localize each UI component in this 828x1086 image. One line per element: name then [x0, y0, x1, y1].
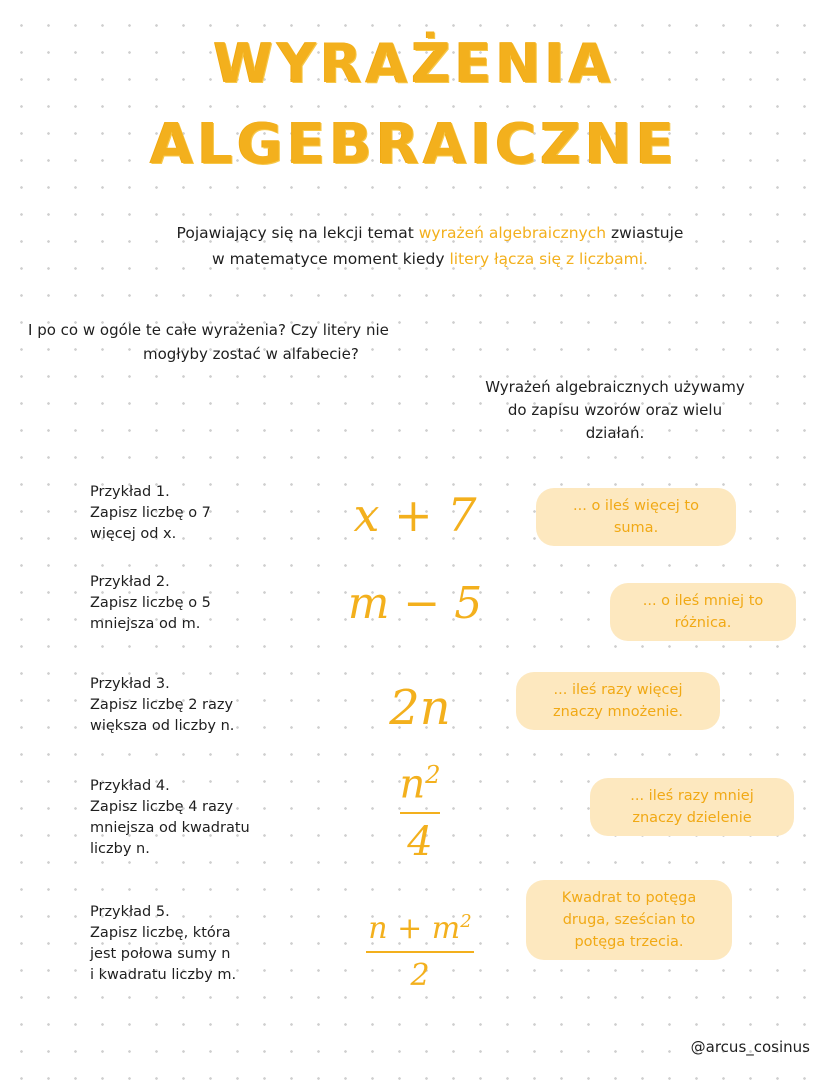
example-4-text [90, 776, 340, 860]
example-1-line-3: więcej od x. [90, 526, 177, 542]
example-1-note-line-1: ... o ileś więcej to [573, 498, 699, 514]
example-2-note-line-1: ... o ileś mniej to [642, 593, 764, 609]
example-4-note [590, 778, 794, 836]
example-1-line-2: Zapisz liczbę o 7 [90, 505, 211, 521]
example-5-numerator: $n + m^2$ [368, 911, 472, 946]
intro-text [60, 220, 800, 272]
example-1-expression: x + 7 [353, 488, 477, 542]
example-4-exponent: 2 [425, 761, 441, 789]
example-5-note-line-3: potęga trzecia. [574, 934, 684, 950]
example-3-note [516, 672, 720, 730]
intro-highlight-1: wyrażeń algebraicznych [418, 224, 607, 242]
example-4-note-line-1: ... ileś razy mniej [630, 788, 754, 804]
intro-part-3: w matematyce moment kiedy [212, 250, 450, 268]
example-4-note-line-2: znaczy dzielenie [632, 810, 752, 826]
question-line-2: mogłyby zostać w alfabecie? [143, 345, 359, 363]
intro-highlight-2: litery łącza się z liczbami. [449, 250, 648, 268]
author-signature: @arcus_cosinus [690, 1038, 810, 1056]
example-3-expression: 2n [389, 680, 451, 736]
answer [440, 376, 790, 445]
question [28, 318, 558, 366]
example-1-line-1: Przykład 1. [90, 484, 170, 500]
example-5-note-line-2: druga, sześcian to [562, 912, 696, 928]
example-4-line-1: Przykład 4. [90, 778, 170, 794]
example-2-expression: m − 5 [347, 578, 483, 629]
example-5-fraction [350, 912, 490, 992]
example-3-note-line-2: znaczy mnożenie. [553, 704, 683, 720]
example-5-exponent: 2 [460, 911, 472, 932]
example-5-fraction-bar [366, 951, 474, 953]
example-5-line-1: Przykład 5. [90, 904, 170, 920]
example-2-note [610, 583, 796, 641]
example-4-denominator: 4 [407, 819, 433, 866]
intro-part-2: zwiastuje [606, 224, 684, 242]
example-2-note-line-2: różnica. [674, 615, 732, 631]
example-5-line-4: i kwadratu liczby m. [90, 967, 237, 983]
example-5-line-3: jest połowa sumy n [90, 946, 231, 962]
example-5-denominator: 2 [410, 958, 430, 993]
example-2-text [90, 572, 340, 635]
example-2-line-3: mniejsza od m. [90, 616, 201, 632]
example-1-note-line-2: suma. [613, 520, 659, 536]
example-3-line-2: Zapisz liczbę 2 razy [90, 697, 234, 713]
example-5-text [90, 902, 340, 986]
example-3-line-3: większa od liczby n. [90, 718, 235, 734]
example-5-note [526, 880, 732, 960]
example-3-text [90, 674, 340, 737]
example-3-line-1: Przykład 3. [90, 676, 170, 692]
answer-line-3: działań. [585, 424, 645, 442]
question-line-1: I po co w ogóle te całe wyrażenia? Czy litery nie [28, 321, 389, 339]
example-4-numerator: $n^2$ [399, 761, 441, 808]
example-4-line-2: Zapisz liczbę 4 razy [90, 799, 234, 815]
title-line-2: ALGEBRAICZNE [149, 112, 679, 177]
example-4-line-4: liczby n. [90, 841, 150, 857]
example-2-line-1: Przykład 2. [90, 574, 170, 590]
title-line-1: WYRAŻENIA [213, 32, 615, 95]
example-4-fraction-bar [400, 812, 440, 814]
example-3-note-line-1: ... ileś razy więcej [553, 682, 683, 698]
example-4-line-3: mniejsza od kwadratu [90, 820, 250, 836]
answer-line-1: Wyrażeń algebraicznych używamy [485, 378, 745, 396]
example-5-line-2: Zapisz liczbę, która [90, 925, 231, 941]
example-2-line-2: Zapisz liczbę o 5 [90, 595, 211, 611]
example-1-text [90, 482, 340, 545]
example-1-note [536, 488, 736, 546]
intro-part-1: Pojawiający się na lekcji temat [176, 224, 419, 242]
answer-line-2: do zapisu wzorów oraz wielu [507, 401, 723, 419]
example-4-fraction [370, 762, 470, 864]
example-5-note-line-1: Kwadrat to potęga [561, 890, 697, 906]
